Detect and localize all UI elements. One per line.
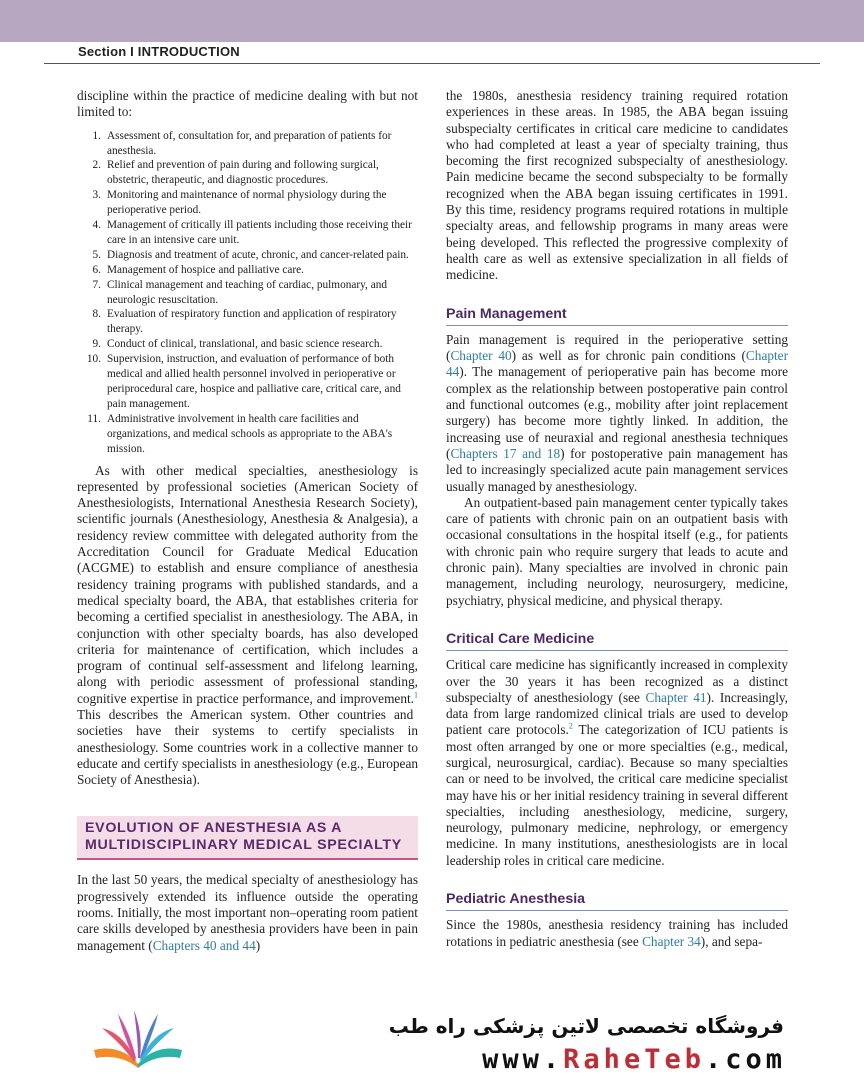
critical-text-c: The categorization of ICU patients is most often arranged by one or more specialties (e.g., medical, surgical, neurosurgical, cardiac). Because so many specialties can or need to be involved, the critical care medicine specialist may have his or her initial residency training in several different specialties, including anesthesiology, medicine, surgery, neurology, pulmonary medicine, nephrology, or emergency medicine. In many institutions, anesthesiologists are in local leadership roles in critical care medicine. xyxy=(446,722,788,868)
pain-management-heading: Pain Management xyxy=(446,306,788,326)
scope-list-item xyxy=(77,158,418,188)
pain-text-c: ). The management of perioperative pain has become more complex as the relationship between postoperative pain control and functional outcomes (e.g., mobility after joint replacement surgery) has become more tightly linked. In addition, the increasing use of neuraxial and regional anesthesia techniques ( xyxy=(446,364,788,461)
pain-text-b: ) as well as for chronic pain conditions ( xyxy=(511,348,746,364)
scope-list-item xyxy=(77,352,418,412)
evolution-paragraph xyxy=(77,872,418,953)
list-item-text: Management of hospice and palliative care. xyxy=(107,263,304,276)
scope-list xyxy=(77,129,418,457)
scope-list-item xyxy=(77,188,418,218)
list-item-text: Supervision, instruction, and evaluation of performance of both medical and allied health personnel involved in perioperative or periprocedural care, hospice and palliative care, critical care, and pain management. xyxy=(107,353,401,410)
list-number: 11. xyxy=(87,412,101,425)
evolution-heading: EVOLUTION OF ANESTHESIA AS A MULTIDISCIPLINARY MEDICAL SPECIALTY xyxy=(77,816,418,860)
critical-text-b: ). Increasingly, data from large randomized clinical trials are used to develop patient care protocols. xyxy=(446,689,789,738)
history-paragraph: the 1980s, anesthesia residency training required rotation experiences in these areas. In 1985, the ABA began issuing subspecialty certificates in critical care medicine to candidates who had completed at least a year of specialty training, thus becoming the first recognized subspecialty of anesthesiology. Pain medicine became the second subspecialty to be formally recognized when the ABA began issuing certificates in 1991. By this time, residency programs required rotations in multiple specialty areas, and fellowship programs in many areas were being developed. This reflected the progressive complexity of health care as well as extensive specialization in all fields of medicine. xyxy=(446,88,788,283)
list-item-text: Conduct of clinical, translational, and basic science research. xyxy=(107,338,383,351)
list-item-text: Clinical management and teaching of cardiac, pulmonary, and neurologic resuscitation. xyxy=(107,278,388,306)
pediatric-text-b: ), and sepa- xyxy=(700,933,763,949)
watermark-persian-text: فروشگاه تخصصی لاتین پزشکی راه طب xyxy=(388,1014,784,1038)
scope-list-item xyxy=(77,218,418,248)
list-item-text: Relief and prevention of pain during and following surgical, obstetric, therapeutic, and diagnostic procedures. xyxy=(107,159,379,187)
evolution-text: In the last 50 years, the medical specialty of anesthesiology has progressively extended its influence outside the operating rooms. Initially, the most important non–operating room patient care skills developed by anesthesia providers have been in pain management ( xyxy=(77,872,418,953)
specialty-paragraph-text-cont: This describes the American system. Other countries and societies have their systems to certify specialists in anesthesiology. Some countries work in a collective manner to educate and certify specialists in anesthesiology (e.g., European Society of Anesthesia). xyxy=(77,706,418,788)
list-number: 7. xyxy=(92,278,101,291)
intro-text: discipline within the practice of medicine dealing with but not limited to: xyxy=(77,88,418,120)
section-header: Section I INTRODUCTION xyxy=(78,44,240,59)
scope-list-item xyxy=(77,278,418,308)
list-item-text: Administrative involvement in health care facilities and organizations, and medical schools as appropriate to the ABA's mission. xyxy=(107,412,393,455)
pain-text-a: Pain management is required in the perioperative setting ( xyxy=(446,331,788,364)
pain-text-d: ) for postoperative pain management has led to increasingly specialized acute pain management services usually managed by anesthesiology. xyxy=(446,445,788,494)
list-item-text: Management of critically ill patients including those receiving their care in an intensive care unit. xyxy=(107,219,412,246)
right-column xyxy=(446,88,788,950)
top-color-band xyxy=(0,0,864,42)
chapter-34-link[interactable]: Chapter 34 xyxy=(642,933,701,949)
list-number: 4. xyxy=(92,219,101,232)
scope-list-item xyxy=(77,248,418,263)
pain-paragraph-1 xyxy=(446,332,788,495)
watermark-url[interactable] xyxy=(482,1044,786,1075)
list-number: 9. xyxy=(92,338,101,351)
pediatric-paragraph xyxy=(446,917,788,950)
list-number: 5. xyxy=(92,248,101,261)
list-item-text: Assessment of, consultation for, and preparation of patients for anesthesia. xyxy=(107,129,392,157)
list-item-text: Diagnosis and treatment of acute, chronic, and cancer-related pain. xyxy=(107,248,409,261)
list-item-text: Evaluation of respiratory function and application of respiratory therapy. xyxy=(107,308,397,336)
scope-list-item xyxy=(77,307,418,337)
evolution-text-end: ) xyxy=(255,937,261,953)
url-brand: RaheTeb xyxy=(563,1044,705,1075)
critical-text-a: Critical care medicine has significantly increased in complexity over the 30 years it has been recognized as a distinct subspecialty of anesthesiology (see xyxy=(446,657,788,705)
critical-care-heading: Critical Care Medicine xyxy=(446,631,788,651)
chapter-44-link[interactable]: Chapter 44 xyxy=(446,348,789,380)
list-number: 10. xyxy=(86,353,101,366)
list-number: 6. xyxy=(92,263,101,276)
chapters-40-44-link[interactable]: Chapters 40 and 44 xyxy=(152,937,256,953)
scope-list-item xyxy=(77,129,418,159)
chapter-41-link[interactable]: Chapter 41 xyxy=(645,689,707,705)
header-rule xyxy=(44,63,820,64)
list-item-text: Monitoring and maintenance of normal physiology during the perioperative period. xyxy=(107,189,387,217)
reference-2[interactable]: 2 xyxy=(568,721,573,731)
url-suffix: .com xyxy=(704,1044,786,1075)
critical-care-paragraph xyxy=(446,657,788,869)
specialty-paragraph-text: As with other medical specialties, anesthesiology is represented by professional societies (American Society of Anesthesiologists, International Anesthesia Research Society), scientific journals (Anesthesiology, Anesthesia & Analgesia), a residency review committee with delegated authority from the Accreditation Council for Graduate Medical Education (ACGME) to establish and ensure compliance of anesthesia residency training programs with published standards, and a medical specialty board, the ABA, that establishes criteria for becoming a certified specialist in anesthesiology. The ABA, in conjunction with other specialty boards, has also developed criteria for maintenance of certification, which includes a program of continual self-assessment and lifelong learning, along with periodic assessment of professional standing, cognitive expertise in practice performance, and improvement. xyxy=(77,462,418,706)
reference-1[interactable]: 1 xyxy=(414,690,418,700)
list-number: 2. xyxy=(92,159,101,172)
list-number: 8. xyxy=(92,308,101,321)
pediatric-anesthesia-heading: Pediatric Anesthesia xyxy=(446,891,788,911)
chapter-40-link[interactable]: Chapter 40 xyxy=(450,348,512,364)
book-logo-icon xyxy=(88,1006,188,1072)
scope-list-item xyxy=(77,337,418,352)
scope-list-item xyxy=(77,412,418,457)
list-number: 1. xyxy=(92,129,101,142)
scope-list-item xyxy=(77,263,418,278)
url-prefix: www. xyxy=(482,1044,564,1075)
chapters-17-18-link[interactable]: Chapters 17 and 18 xyxy=(450,445,561,461)
left-column xyxy=(77,88,418,954)
specialty-paragraph xyxy=(77,463,418,789)
pain-paragraph-2: An outpatient-based pain management center typically takes care of patients with chronic pain on an outpatient basis with occasional consultations in the hospital itself (e.g., for patients with chronic pain who require surgery that leads to acute and chronic pain). Many specialties are involved in chronic pain management, including neurology, neurosurgery, medicine, psychiatry, physical medicine, and physical therapy. xyxy=(446,494,788,608)
pediatric-text-a: Since the 1980s, anesthesia residency training has included rotations in pediatric anesthesia (see xyxy=(446,917,788,949)
list-number: 3. xyxy=(92,189,101,202)
